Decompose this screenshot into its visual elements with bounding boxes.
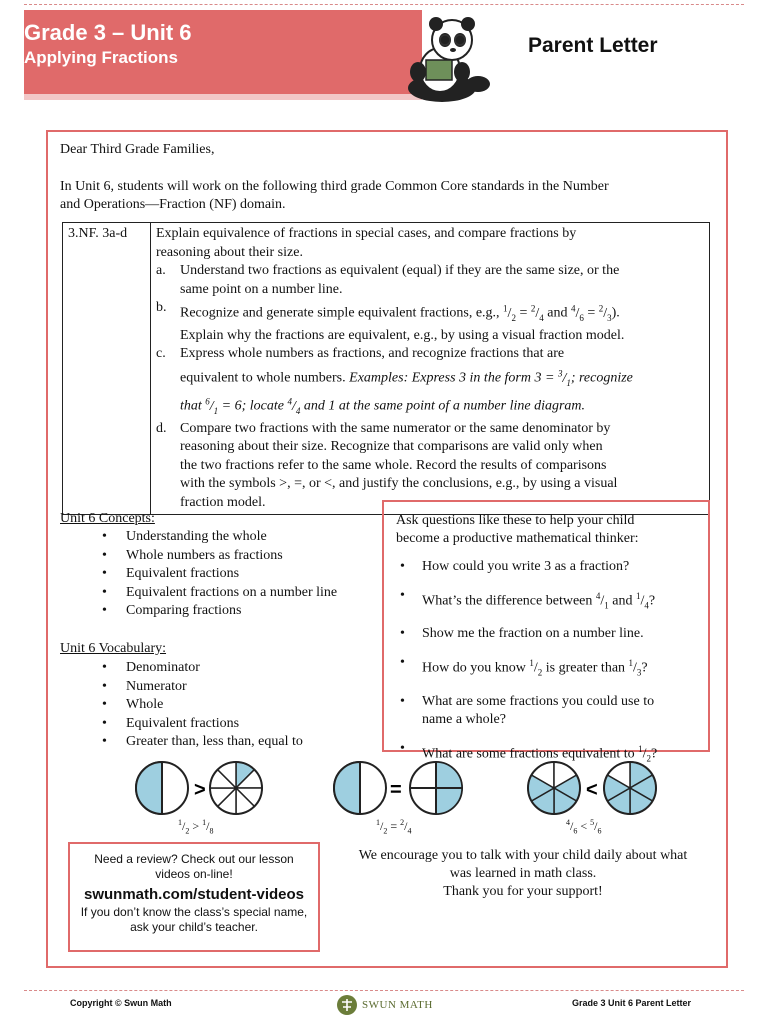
bottom-dashed-line [24, 990, 744, 991]
list-item: • Whole [60, 696, 303, 715]
list-item: • Greater than, less than, equal to [60, 733, 303, 752]
review-line-3: If you don’t know the class’s special name, [80, 905, 308, 919]
encourage-line-1: We encourage you to talk with your child daily about what [358, 848, 688, 863]
list-item: • What’s the difference between $^4/_1$ and $^1/_4$? [396, 587, 696, 614]
review-line-4: ask your child’s teacher. [130, 920, 258, 934]
fraction-two-thirds: $^2/_3$ [598, 303, 612, 323]
review-line-1: Need a review? Check out our lesson [94, 852, 294, 866]
list-item: • What are some fractions equivalent to $^1/_2$? [396, 740, 696, 767]
standard-d-line-2: reasoning about their size. Recognize that comparisons are valid only when [180, 439, 603, 455]
standard-d-letter: d. [156, 420, 167, 436]
standard-c-end: and 1 at the same point of a number line diagram. [300, 398, 586, 414]
standard-c-locate: = 6; locate [218, 398, 288, 414]
list-item: • Show me the fraction on a number line. [396, 625, 696, 643]
standard-c-example: Examples: Express 3 in the form 3 = [349, 370, 558, 386]
comparison-caption-3: $^4/_6 < ^5/_6$ [566, 818, 602, 836]
concepts-heading: Unit 6 Concepts: [60, 511, 155, 526]
standard-b-line-1: Recognize and generate simple equivalent fractions, e.g., $^1/_2 = ^2/_4$ and $^4/_6 = ^2/_3$). [180, 303, 620, 323]
standards-table [62, 222, 710, 515]
standard-d-line-1: Compare two fractions with the same numerator or the same denominator by [180, 420, 611, 436]
page-label: Grade 3 Unit 6 Parent Letter [572, 998, 692, 1008]
standard-b-line-2: Explain why the fractions are equivalent, e.g., by using a visual fraction model. [180, 327, 625, 343]
review-link[interactable]: swunmath.com/student-videos [83, 886, 305, 903]
review-box [68, 842, 320, 952]
list-item: • Denominator [60, 659, 303, 678]
top-dashed-line [24, 4, 744, 5]
questions-intro-line-1: Ask questions like these to help your child [396, 513, 635, 528]
footer-brand: SWUN MATH [362, 999, 433, 1011]
standard-b-end: ). [611, 305, 620, 321]
standard-b-text: Recognize and generate simple equivalent fractions, e.g., [180, 305, 504, 321]
standard-main-2: reasoning about their size. [156, 244, 303, 260]
list-item: • Equivalent fractions on a number line [60, 584, 337, 603]
questions-intro-line-2: become a productive mathematical thinker: [396, 531, 639, 546]
encourage-line-2: was learned in math class. [449, 866, 597, 881]
standard-c-line-1: Express whole numbers as fractions, and recognize fractions that are [180, 346, 565, 362]
standard-b-letter: b. [156, 300, 167, 315]
comparison-symbol-3: < [586, 779, 598, 801]
standard-a-line-2: same point on a number line. [180, 281, 343, 297]
standard-b-and: and [543, 305, 571, 321]
list-item: • Equivalent fractions [60, 565, 337, 584]
comparison-symbol-1: > [194, 779, 206, 801]
list-item: • Whole numbers as fractions [60, 547, 337, 566]
fraction-four-sixths: $^4/_6$ [570, 303, 584, 323]
fourths-circle-model [410, 762, 462, 814]
questions-list [396, 558, 696, 767]
standard-a-line-1: Understand two fractions as equivalent (equal) if they are the same size, or the [180, 263, 620, 278]
copyright-text: Copyright © Swun Math [70, 998, 172, 1008]
footer-logo [336, 994, 433, 1016]
standard-main-1: Explain equivalence of fractions in special cases, and compare fractions by [156, 226, 577, 241]
list-item: • Understanding the whole [60, 528, 337, 547]
review-text [70, 852, 318, 882]
fraction-six-over-one: $^6/_1$ [205, 395, 219, 416]
half-circle-model [136, 762, 188, 814]
concepts-list [60, 528, 337, 621]
standard-c-text: equivalent to whole numbers. [180, 370, 350, 386]
review-note [70, 905, 318, 935]
standard-c-letter: c. [156, 346, 166, 362]
encouragement-text [330, 847, 716, 901]
list-item: • What are some fractions you could use to name a whole? [396, 693, 696, 729]
fraction-four-fourths: $^4/_4$ [287, 395, 301, 416]
standard-d [156, 420, 704, 513]
standard-c-that: that [180, 398, 206, 414]
fraction-three-over-one: $^3/_1$ [557, 367, 571, 388]
comparison-caption-1: $^1/_2 > ^1/_8$ [178, 818, 214, 836]
vocabulary-heading: Unit 6 Vocabulary: [60, 641, 167, 656]
list-item: • How do you know $^1/_2$ is greater than $^1/_3$? [396, 654, 696, 681]
unit-title: Grade 3 – Unit 6 [24, 20, 192, 45]
swun-logo-icon [336, 994, 358, 1016]
fraction-one-half: $^1/_2$ [503, 303, 516, 323]
standard-c-recognize: ; recognize [570, 370, 633, 386]
fraction-two-fourths: $^2/_4$ [530, 303, 544, 323]
vocabulary-list [60, 659, 303, 752]
four-sixths-circle-model [528, 762, 580, 814]
half-circle-model-2 [334, 762, 386, 814]
list-item: • Numerator [60, 678, 303, 697]
standard-a [156, 262, 704, 299]
encourage-line-3: Thank you for your support! [443, 884, 603, 899]
list-item: • Equivalent fractions [60, 715, 303, 734]
questions-intro [396, 512, 696, 548]
questions-box [382, 500, 710, 764]
standard-d-line-4: with the symbols >, =, or <, and justify the conclusions, e.g., by using a visual [180, 476, 618, 492]
comparison-symbol-2: = [390, 779, 402, 801]
standard-c [156, 345, 704, 419]
document-title: Parent Letter [528, 34, 658, 57]
standard-d-line-5: fraction model. [180, 494, 266, 510]
standard-description [151, 223, 710, 515]
unit-subtitle: Applying Fractions [24, 48, 178, 67]
standard-c-line-2 [180, 364, 633, 392]
list-item: • Comparing fractions [60, 602, 337, 621]
intro-line-1: In Unit 6, students will work on the following third grade Common Core standards in the Number [60, 179, 609, 194]
review-line-2: videos on-line! [155, 867, 233, 881]
standard-c-line-3 [180, 392, 633, 420]
eighths-circle-model [210, 762, 262, 814]
standard-b [156, 299, 704, 345]
standard-a-letter: a. [156, 263, 166, 278]
intro-line-2: and Operations—Fraction (NF) domain. [60, 197, 286, 212]
panda-mascot-icon [396, 14, 496, 106]
comparison-caption-2: $^1/_2 = ^2/_4$ [376, 818, 412, 836]
list-item: • How could you write 3 as a fraction? [396, 558, 696, 576]
five-sixths-circle-model [604, 762, 656, 814]
standard-d-line-3: the two fractions refer to the same whole. Record the results of comparisons [180, 457, 607, 473]
standard-code: 3.NF. 3a-d [63, 223, 151, 515]
greeting: Dear Third Grade Families, [60, 142, 215, 157]
